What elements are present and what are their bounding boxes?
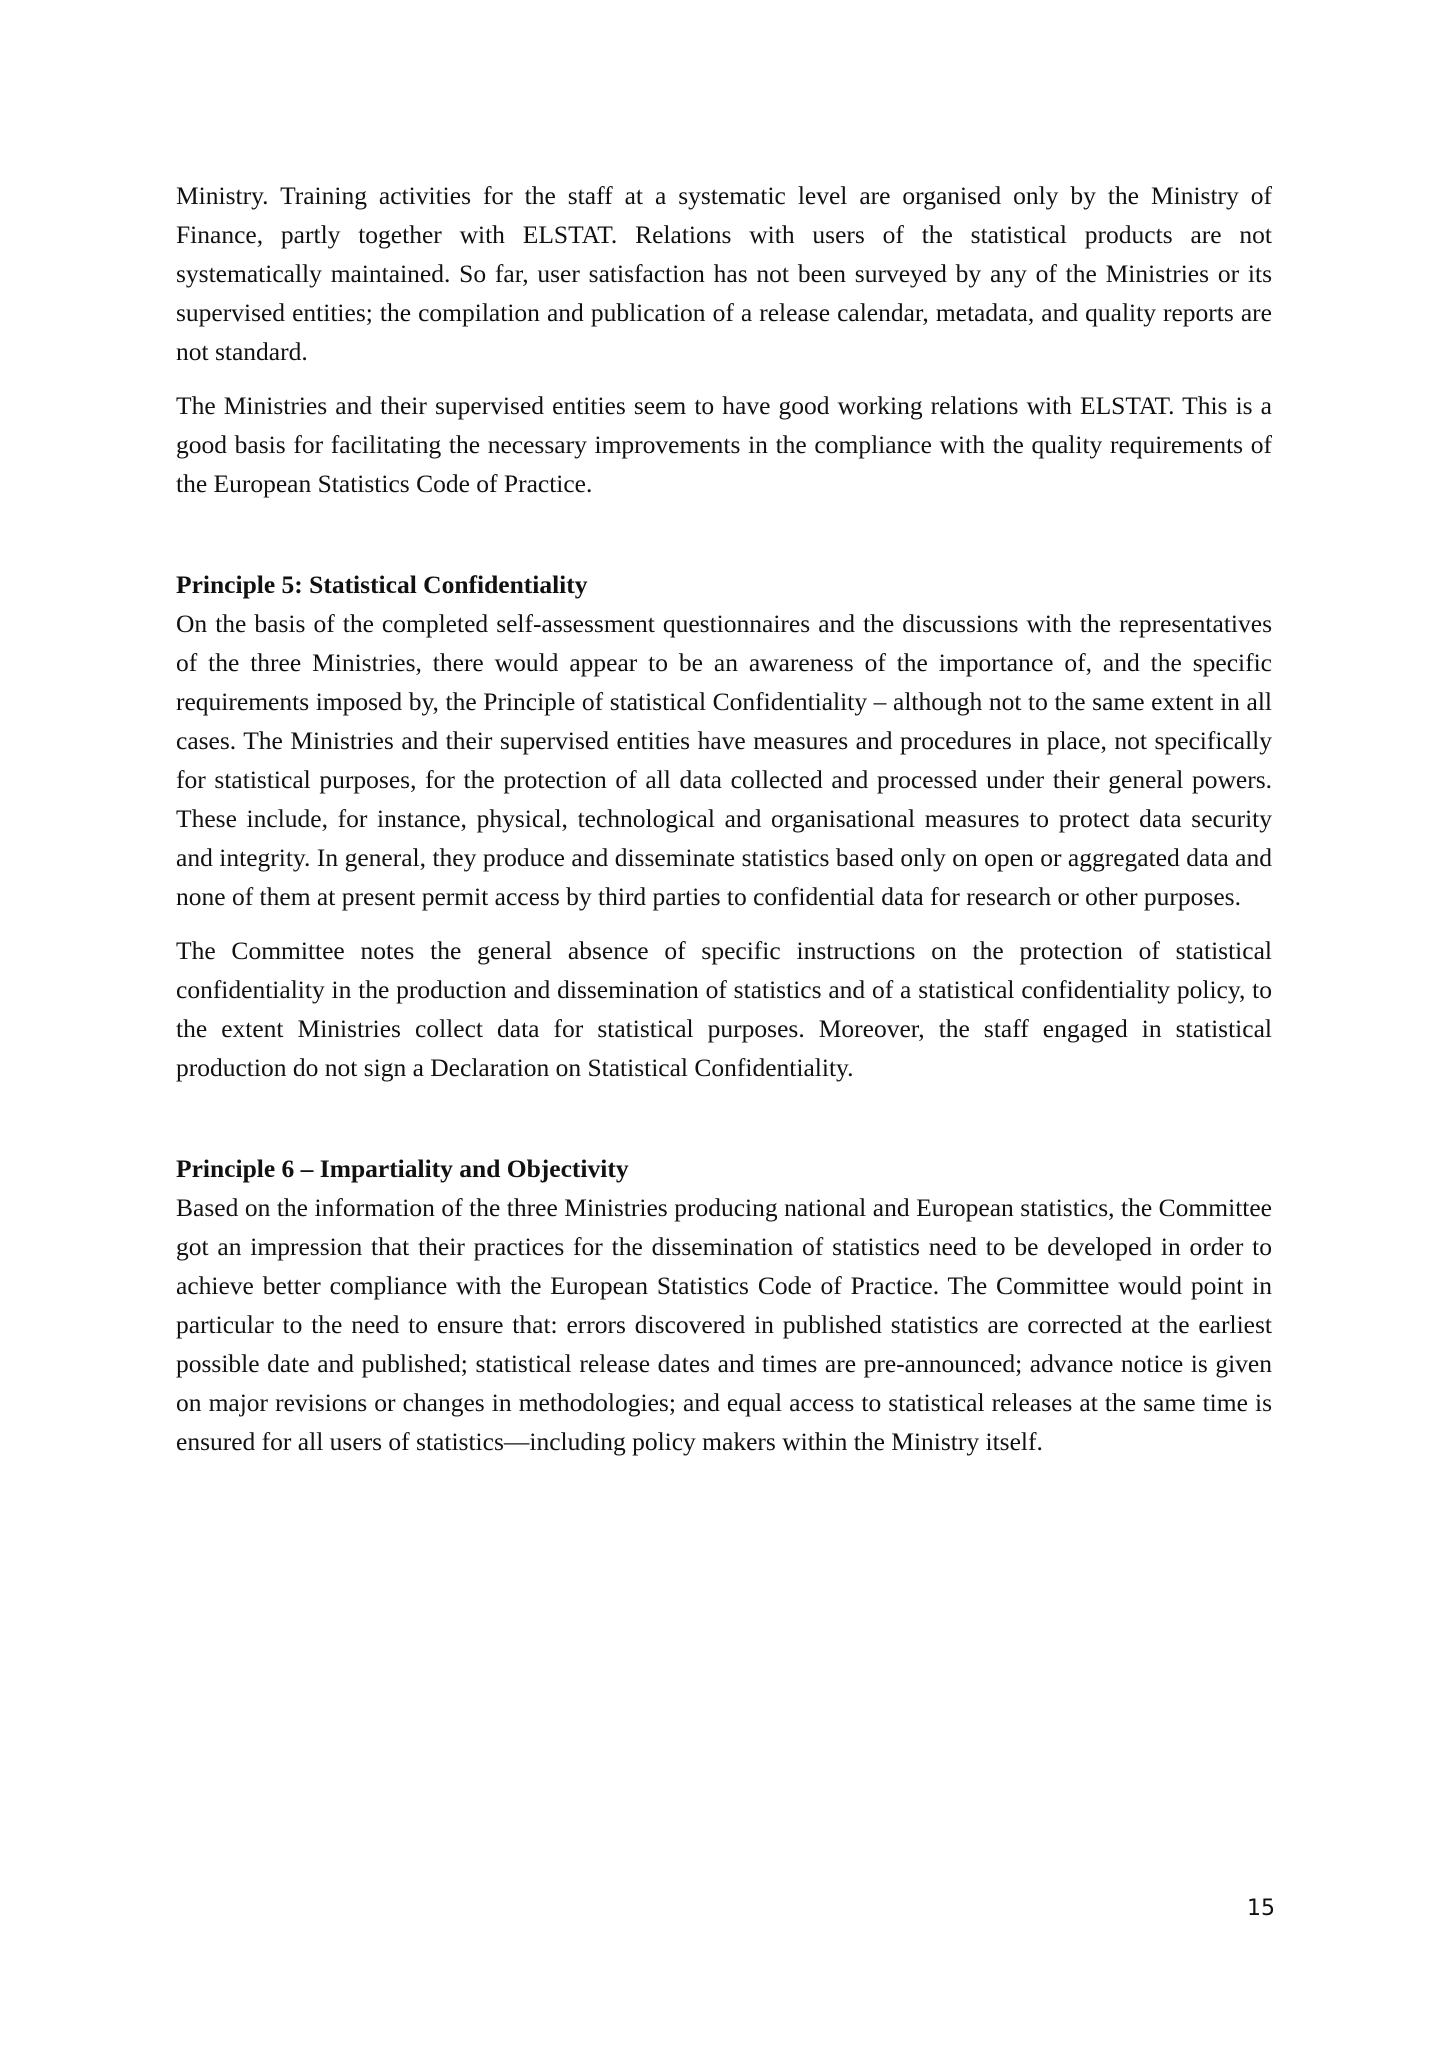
section-principle-6 <box>176 1149 1272 1461</box>
principle-5-paragraph-1: On the basis of the completed self-assessment questionnaires and the discussions with the representatives of the three Ministries, there would appear to be an awareness of the importance of, and the specific requirements imposed by, the Principle of statistical Confidentiality – although not to the same extent in all cases. The Ministries and their supervised entities have measures and procedures in place, not specifically for statistical purposes, for the protection of all data collected and processed under their general powers. These include, for instance, physical, technological and organisational measures to protect data security and integrity. In general, they produce and disseminate statistics based only on open or aggregated data and none of them at present permit access by third parties to confidential data for research or other purposes. <box>176 609 1272 911</box>
principle-5-paragraph-2: The Committee notes the general absence of specific instructions on the protection of statistical confidentiality in the production and dissemination of statistics and of a statistical confidentiality policy, to the extent Ministries collect data for statistical purposes. Moreover, the staff engaged in statistical production do not sign a Declaration on Statistical Confidentiality. <box>176 936 1272 1082</box>
intro-paragraph-1: Ministry. Training activities for the staff at a systematic level are organised only by the Ministry of Finance, partly together with ELSTAT. Relations with users of the statistical products are not systematically maintained. So far, user satisfaction has not been surveyed by any of the Ministries or its supervised entities; the compilation and publication of a release calendar, metadata, and quality reports are not standard. <box>176 181 1272 366</box>
text-column <box>176 176 1272 1461</box>
intro-paragraph-2: The Ministries and their supervised entities seem to have good working relations with ELSTAT. This is a good basis for facilitating the necessary improvements in the compliance with the quality requirements of the European Statistics Code of Practice. <box>176 391 1272 498</box>
principle-6-paragraph-1: Based on the information of the three Ministries producing national and European statistics, the Committee got an impression that their practices for the dissemination of statistics need to be developed in order to achieve better compliance with the European Statistics Code of Practice. The Committee would point in particular to the need to ensure that: errors discovered in published statistics are corrected at the earliest possible date and published; statistical release dates and times are pre-announced; advance notice is given on major revisions or changes in methodologies; and equal access to statistical releases at the same time is ensured for all users of statistics—including policy makers within the Ministry itself. <box>176 1193 1272 1456</box>
section-principle-5 <box>176 565 1272 1087</box>
section-heading-principle-5: Principle 5: Statistical Confidentiality <box>176 570 588 599</box>
page-number: 15 <box>1247 1896 1275 1921</box>
section-heading-principle-6: Principle 6 – Impartiality and Objectivity <box>176 1154 629 1183</box>
